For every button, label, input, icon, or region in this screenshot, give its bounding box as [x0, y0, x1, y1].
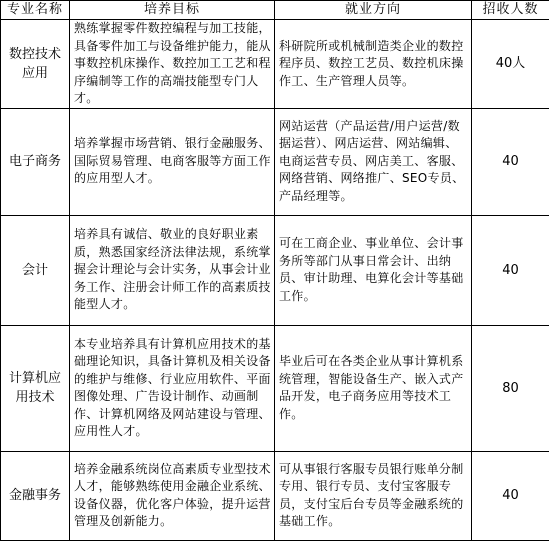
enrollment-count: 40: [472, 215, 549, 325]
enrollment-count: 40: [472, 108, 549, 215]
header-goal: 培养目标: [70, 1, 275, 20]
table-row: [1, 325, 549, 451]
enrollment-count: 40: [472, 451, 549, 540]
employment-direction: 网站运营（产品运营/用户运营/数据运营）、网店运营、网站编辑、电商运营专员、网店美工、客服、网络营销、网络推广、SEO专员、产品经理等。: [275, 108, 472, 215]
employment-direction: 科研院所或机械制造类企业的数控程序员、数控工艺员、数控机床操作工、生产管理人员等。: [275, 20, 472, 109]
major-name: 金融事务: [1, 451, 70, 540]
table-row: [1, 451, 549, 540]
employment-direction: 可在工商企业、事业单位、会计事务所等部门从事日常会计、出纳员、审计助理、电算化会计等基础工作。: [275, 215, 472, 325]
training-goal: 培养具有诚信、敬业的良好职业素质，熟悉国家经济法律法规，系统掌握会计理论与会计实务，从事会计业务工作、注册会计师工作的高素质技能型人才。: [70, 215, 275, 325]
major-name: 计算机应用技术: [1, 325, 70, 451]
training-goal: 本专业培养具有计算机应用技术的基础理论知识，具备计算机及相关设备的维护与维修、行业应用软件、平面图像处理、广告设计制作、动画制作、计算机网络及网站建设与管理、应用性人才。: [70, 325, 275, 451]
employment-direction: 毕业后可在各类企业从事计算机系统管理，智能设备生产、嵌入式产品开发，电子商务应用等技术工作。: [275, 325, 472, 451]
major-name: 电子商务: [1, 108, 70, 215]
table-row: [1, 108, 549, 215]
table-row: [1, 215, 549, 325]
header-row: [1, 1, 549, 20]
enrollment-count: 40人: [472, 20, 549, 109]
enrollment-count: 80: [472, 325, 549, 451]
table-row: [1, 20, 549, 109]
header-major: 专业名称: [1, 1, 70, 20]
major-name: 数控技术应用: [1, 20, 70, 109]
header-direction: 就业方向: [275, 1, 472, 20]
training-goal: 熟练掌握零件数控编程与加工技能，具备零件加工与设备维护能力，能从事数控机床操作、数控加工工艺和程序编制等工作的高端技能型专门人才。: [70, 20, 275, 109]
header-count: 招收人数: [472, 1, 549, 20]
training-goal: 培养金融系统岗位高素质专业型技术人才，能够熟练使用金融企业系统、设备仪器，优化客户体验，提升运营管理及创新能力。: [70, 451, 275, 540]
employment-direction: 可从事银行客服专员银行账单分制专用、银行专员、支付宝客服专员，支付宝后台专员等金融系统的基础工作。: [275, 451, 472, 540]
training-goal: 培养掌握市场营销、银行金融服务、国际贸易管理、电商客服等方面工作的应用型人才。: [70, 108, 275, 215]
major-name: 会计: [1, 215, 70, 325]
